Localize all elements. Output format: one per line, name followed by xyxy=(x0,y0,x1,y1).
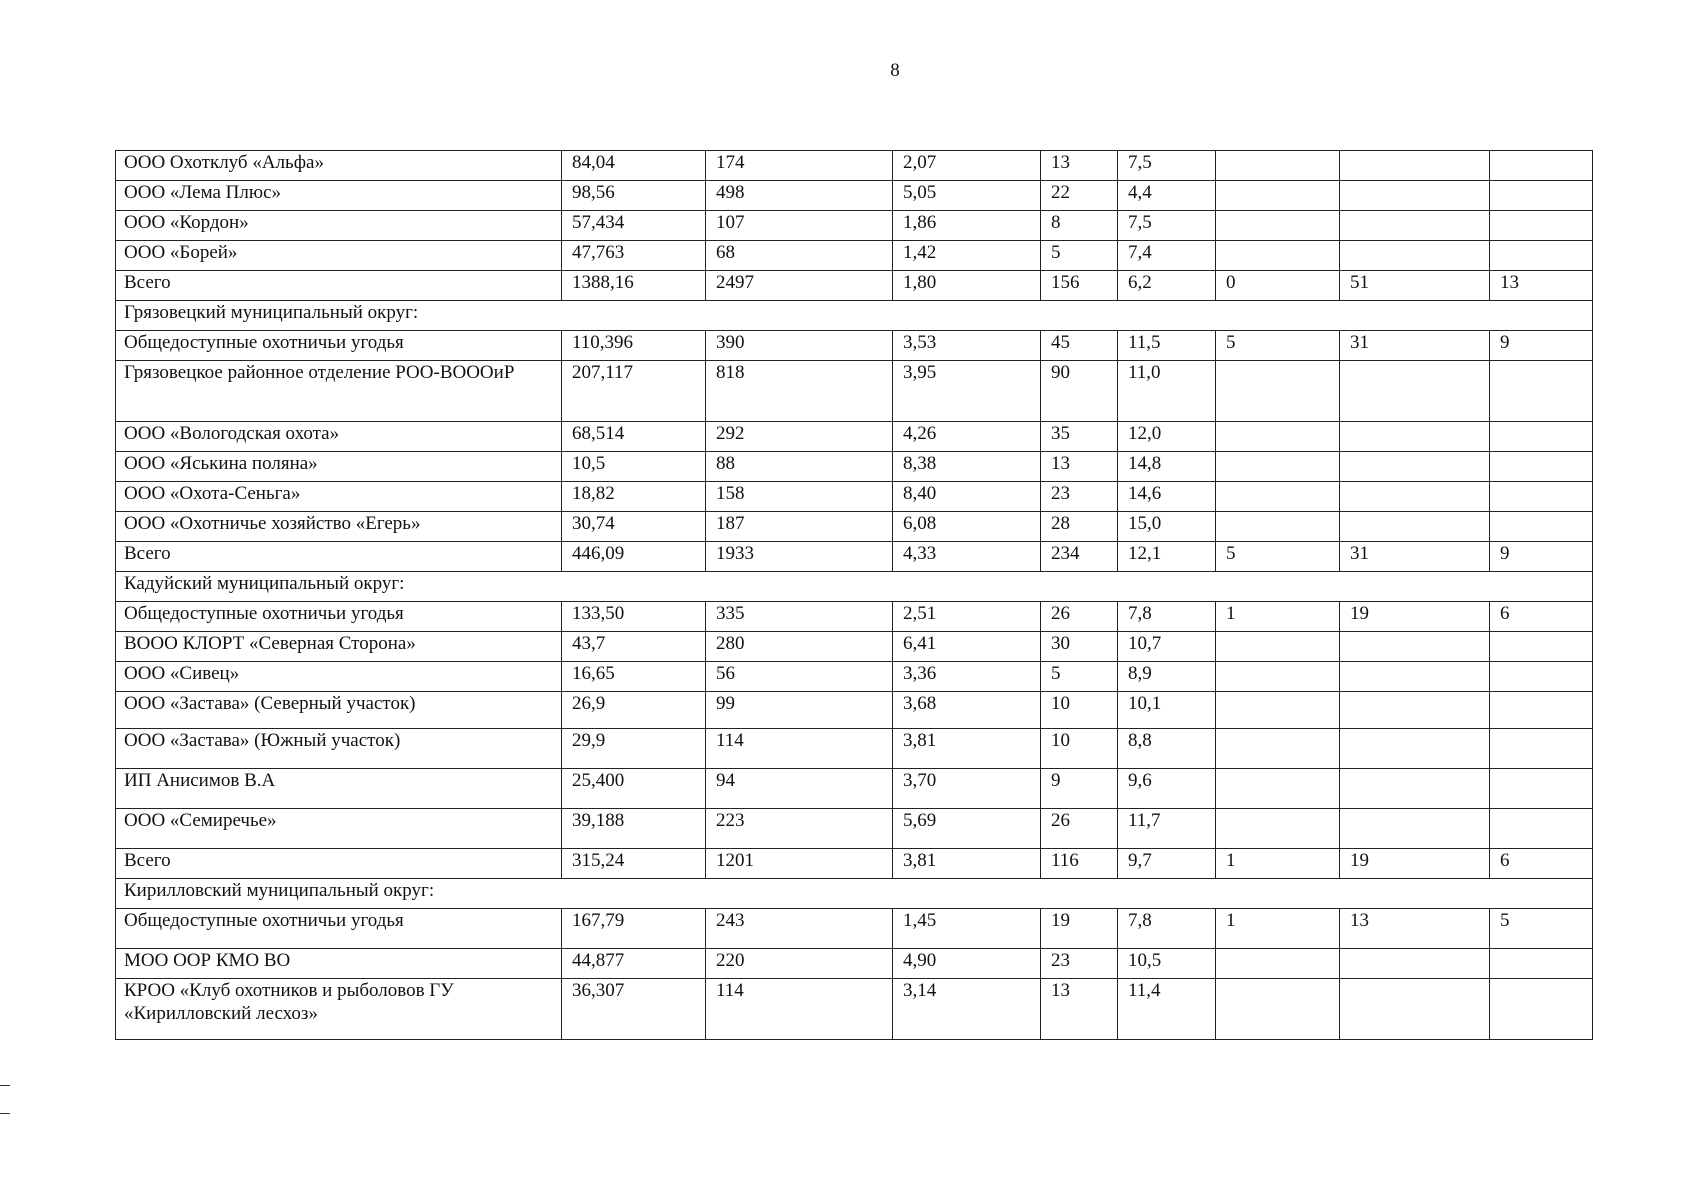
value-cell: 5 xyxy=(1490,909,1593,949)
organization-name-cell: ООО «Сивец» xyxy=(116,662,562,692)
value-cell: 3,14 xyxy=(893,979,1041,1040)
value-cell xyxy=(1340,361,1490,422)
value-cell: 10 xyxy=(1041,729,1118,769)
value-cell xyxy=(1340,512,1490,542)
value-cell: 1201 xyxy=(706,849,893,879)
value-cell xyxy=(1216,452,1340,482)
value-cell xyxy=(1340,452,1490,482)
value-cell: 45 xyxy=(1041,331,1118,361)
organization-name-cell: Всего xyxy=(116,849,562,879)
value-cell xyxy=(1216,809,1340,849)
value-cell: 11,0 xyxy=(1118,361,1216,422)
page-number: 8 xyxy=(890,60,900,81)
value-cell: 7,8 xyxy=(1118,602,1216,632)
value-cell xyxy=(1490,949,1593,979)
value-cell: 1,80 xyxy=(893,271,1041,301)
section-title: Кадуйский муниципальный округ: xyxy=(116,572,1593,602)
value-cell: 3,68 xyxy=(893,692,1041,729)
value-cell: 43,7 xyxy=(562,632,706,662)
value-cell xyxy=(1216,211,1340,241)
table-row xyxy=(116,949,1593,979)
value-cell: 8,9 xyxy=(1118,662,1216,692)
organization-name-cell: Общедоступные охотничьи угодья xyxy=(116,331,562,361)
section-header-row xyxy=(116,301,1593,331)
value-cell xyxy=(1216,151,1340,181)
value-cell: 99 xyxy=(706,692,893,729)
organization-name-cell: ООО «Яськина поляна» xyxy=(116,452,562,482)
value-cell: 3,53 xyxy=(893,331,1041,361)
value-cell: 818 xyxy=(706,361,893,422)
table-row xyxy=(116,542,1593,572)
table-row xyxy=(116,512,1593,542)
value-cell: 234 xyxy=(1041,542,1118,572)
value-cell: 2497 xyxy=(706,271,893,301)
value-cell: 12,1 xyxy=(1118,542,1216,572)
value-cell: 8,8 xyxy=(1118,729,1216,769)
value-cell xyxy=(1216,241,1340,271)
table-row xyxy=(116,602,1593,632)
value-cell xyxy=(1490,769,1593,809)
value-cell: 1,45 xyxy=(893,909,1041,949)
value-cell: 8,38 xyxy=(893,452,1041,482)
organization-name-cell: ВООО КЛОРТ «Северная Сторона» xyxy=(116,632,562,662)
value-cell xyxy=(1490,692,1593,729)
value-cell: 5 xyxy=(1216,542,1340,572)
value-cell: 98,56 xyxy=(562,181,706,211)
value-cell xyxy=(1340,809,1490,849)
margin-mark xyxy=(0,1113,10,1114)
value-cell: 1 xyxy=(1216,849,1340,879)
value-cell: 158 xyxy=(706,482,893,512)
value-cell: 94 xyxy=(706,769,893,809)
value-cell: 31 xyxy=(1340,542,1490,572)
value-cell: 10,5 xyxy=(1118,949,1216,979)
value-cell xyxy=(1216,482,1340,512)
value-cell: 114 xyxy=(706,729,893,769)
value-cell: 7,5 xyxy=(1118,151,1216,181)
value-cell xyxy=(1490,151,1593,181)
value-cell: 9 xyxy=(1041,769,1118,809)
value-cell: 12,0 xyxy=(1118,422,1216,452)
value-cell: 315,24 xyxy=(562,849,706,879)
organization-name-cell: ООО «Застава» (Северный участок) xyxy=(116,692,562,729)
value-cell xyxy=(1340,241,1490,271)
organization-name-cell: ООО Охотклуб «Альфа» xyxy=(116,151,562,181)
organization-name-cell: ООО «Охота-Сеньга» xyxy=(116,482,562,512)
table-row xyxy=(116,452,1593,482)
value-cell: 116 xyxy=(1041,849,1118,879)
value-cell: 167,79 xyxy=(562,909,706,949)
value-cell: 1 xyxy=(1216,909,1340,949)
value-cell: 29,9 xyxy=(562,729,706,769)
value-cell: 0 xyxy=(1216,271,1340,301)
value-cell: 10 xyxy=(1041,692,1118,729)
value-cell: 1388,16 xyxy=(562,271,706,301)
value-cell: 10,1 xyxy=(1118,692,1216,729)
table-row xyxy=(116,729,1593,769)
value-cell: 19 xyxy=(1340,602,1490,632)
value-cell xyxy=(1490,512,1593,542)
value-cell xyxy=(1490,482,1593,512)
table-body xyxy=(116,151,1593,1040)
value-cell: 8,40 xyxy=(893,482,1041,512)
value-cell: 13 xyxy=(1490,271,1593,301)
value-cell xyxy=(1490,361,1593,422)
section-header-row xyxy=(116,879,1593,909)
value-cell: 6 xyxy=(1490,602,1593,632)
value-cell: 1,42 xyxy=(893,241,1041,271)
table-row xyxy=(116,849,1593,879)
value-cell: 107 xyxy=(706,211,893,241)
value-cell: 36,307 xyxy=(562,979,706,1040)
value-cell: 4,26 xyxy=(893,422,1041,452)
value-cell: 9 xyxy=(1490,542,1593,572)
value-cell: 207,117 xyxy=(562,361,706,422)
value-cell: 23 xyxy=(1041,482,1118,512)
value-cell: 292 xyxy=(706,422,893,452)
value-cell: 243 xyxy=(706,909,893,949)
value-cell: 110,396 xyxy=(562,331,706,361)
table-row xyxy=(116,361,1593,422)
value-cell: 4,90 xyxy=(893,949,1041,979)
value-cell xyxy=(1340,151,1490,181)
value-cell: 84,04 xyxy=(562,151,706,181)
value-cell: 7,8 xyxy=(1118,909,1216,949)
organization-name-cell: ООО «Семиречье» xyxy=(116,809,562,849)
value-cell: 15,0 xyxy=(1118,512,1216,542)
value-cell: 2,07 xyxy=(893,151,1041,181)
value-cell: 6 xyxy=(1490,849,1593,879)
value-cell: 7,4 xyxy=(1118,241,1216,271)
value-cell: 5,69 xyxy=(893,809,1041,849)
value-cell: 390 xyxy=(706,331,893,361)
organization-name-cell: Всего xyxy=(116,271,562,301)
value-cell xyxy=(1216,361,1340,422)
value-cell: 5 xyxy=(1041,662,1118,692)
value-cell xyxy=(1216,949,1340,979)
value-cell xyxy=(1340,211,1490,241)
table-row xyxy=(116,151,1593,181)
value-cell xyxy=(1216,769,1340,809)
organization-name-cell: МОО ООР КМО ВО xyxy=(116,949,562,979)
value-cell: 30,74 xyxy=(562,512,706,542)
value-cell xyxy=(1340,482,1490,512)
value-cell: 47,763 xyxy=(562,241,706,271)
value-cell: 18,82 xyxy=(562,482,706,512)
value-cell xyxy=(1490,181,1593,211)
value-cell xyxy=(1216,692,1340,729)
table-row xyxy=(116,241,1593,271)
value-cell: 5 xyxy=(1041,241,1118,271)
value-cell xyxy=(1490,241,1593,271)
organization-name-cell: ООО «Борей» xyxy=(116,241,562,271)
value-cell: 7,5 xyxy=(1118,211,1216,241)
value-cell xyxy=(1340,729,1490,769)
value-cell: 39,188 xyxy=(562,809,706,849)
value-cell: 68,514 xyxy=(562,422,706,452)
value-cell xyxy=(1490,662,1593,692)
organization-name-cell: КРОО «Клуб охотников и рыболовов ГУ «Кирилловский лесхоз» xyxy=(116,979,562,1040)
value-cell: 90 xyxy=(1041,361,1118,422)
value-cell: 31 xyxy=(1340,331,1490,361)
value-cell: 6,2 xyxy=(1118,271,1216,301)
value-cell: 25,400 xyxy=(562,769,706,809)
value-cell: 68 xyxy=(706,241,893,271)
value-cell: 498 xyxy=(706,181,893,211)
value-cell: 5 xyxy=(1216,331,1340,361)
table-row xyxy=(116,331,1593,361)
value-cell xyxy=(1490,632,1593,662)
value-cell xyxy=(1340,422,1490,452)
value-cell: 1933 xyxy=(706,542,893,572)
value-cell xyxy=(1340,632,1490,662)
value-cell: 26,9 xyxy=(562,692,706,729)
value-cell xyxy=(1340,949,1490,979)
value-cell: 156 xyxy=(1041,271,1118,301)
value-cell: 187 xyxy=(706,512,893,542)
value-cell: 13 xyxy=(1340,909,1490,949)
value-cell: 44,877 xyxy=(562,949,706,979)
table-row xyxy=(116,211,1593,241)
value-cell: 16,65 xyxy=(562,662,706,692)
value-cell xyxy=(1216,979,1340,1040)
value-cell: 1,86 xyxy=(893,211,1041,241)
value-cell: 2,51 xyxy=(893,602,1041,632)
value-cell: 19 xyxy=(1340,849,1490,879)
value-cell: 10,7 xyxy=(1118,632,1216,662)
organization-name-cell: ООО «Вологодская охота» xyxy=(116,422,562,452)
hunting-grounds-table xyxy=(115,150,1593,1040)
value-cell: 56 xyxy=(706,662,893,692)
value-cell: 133,50 xyxy=(562,602,706,632)
value-cell xyxy=(1216,662,1340,692)
value-cell: 13 xyxy=(1041,151,1118,181)
value-cell xyxy=(1216,422,1340,452)
value-cell: 1 xyxy=(1216,602,1340,632)
value-cell: 13 xyxy=(1041,452,1118,482)
value-cell: 9 xyxy=(1490,331,1593,361)
value-cell xyxy=(1340,181,1490,211)
section-header-row xyxy=(116,572,1593,602)
value-cell: 30 xyxy=(1041,632,1118,662)
value-cell: 11,7 xyxy=(1118,809,1216,849)
value-cell xyxy=(1490,452,1593,482)
table-row xyxy=(116,662,1593,692)
value-cell: 13 xyxy=(1041,979,1118,1040)
value-cell xyxy=(1340,662,1490,692)
value-cell xyxy=(1216,632,1340,662)
value-cell: 88 xyxy=(706,452,893,482)
value-cell xyxy=(1216,512,1340,542)
value-cell: 22 xyxy=(1041,181,1118,211)
value-cell xyxy=(1490,211,1593,241)
organization-name-cell: Всего xyxy=(116,542,562,572)
value-cell: 14,6 xyxy=(1118,482,1216,512)
value-cell: 3,81 xyxy=(893,849,1041,879)
value-cell: 5,05 xyxy=(893,181,1041,211)
table-row xyxy=(116,271,1593,301)
value-cell: 9,6 xyxy=(1118,769,1216,809)
table-row xyxy=(116,909,1593,949)
value-cell xyxy=(1340,692,1490,729)
organization-name-cell: ООО «Застава» (Южный участок) xyxy=(116,729,562,769)
value-cell: 11,4 xyxy=(1118,979,1216,1040)
table-row xyxy=(116,181,1593,211)
value-cell: 6,41 xyxy=(893,632,1041,662)
organization-name-cell: ООО «Лема Плюс» xyxy=(116,181,562,211)
value-cell: 51 xyxy=(1340,271,1490,301)
section-title: Кирилловский муниципальный округ: xyxy=(116,879,1593,909)
value-cell xyxy=(1216,729,1340,769)
value-cell: 28 xyxy=(1041,512,1118,542)
value-cell: 114 xyxy=(706,979,893,1040)
value-cell xyxy=(1340,979,1490,1040)
value-cell: 6,08 xyxy=(893,512,1041,542)
table-row xyxy=(116,482,1593,512)
value-cell: 26 xyxy=(1041,602,1118,632)
value-cell xyxy=(1490,809,1593,849)
value-cell: 3,70 xyxy=(893,769,1041,809)
value-cell: 19 xyxy=(1041,909,1118,949)
value-cell: 280 xyxy=(706,632,893,662)
organization-name-cell: ООО «Охотничье хозяйство «Егерь» xyxy=(116,512,562,542)
organization-name-cell: Общедоступные охотничьи угодья xyxy=(116,909,562,949)
value-cell: 3,95 xyxy=(893,361,1041,422)
value-cell: 3,81 xyxy=(893,729,1041,769)
value-cell: 23 xyxy=(1041,949,1118,979)
value-cell: 223 xyxy=(706,809,893,849)
table-row xyxy=(116,692,1593,729)
table-row xyxy=(116,632,1593,662)
value-cell xyxy=(1490,422,1593,452)
value-cell: 26 xyxy=(1041,809,1118,849)
value-cell: 11,5 xyxy=(1118,331,1216,361)
value-cell: 335 xyxy=(706,602,893,632)
table-row xyxy=(116,769,1593,809)
value-cell: 8 xyxy=(1041,211,1118,241)
value-cell: 14,8 xyxy=(1118,452,1216,482)
margin-mark xyxy=(0,1085,10,1086)
table-row xyxy=(116,422,1593,452)
organization-name-cell: Грязовецкое районное отделение РОО-ВОООиР xyxy=(116,361,562,422)
value-cell: 220 xyxy=(706,949,893,979)
value-cell: 174 xyxy=(706,151,893,181)
value-cell: 57,434 xyxy=(562,211,706,241)
value-cell: 9,7 xyxy=(1118,849,1216,879)
value-cell: 4,33 xyxy=(893,542,1041,572)
value-cell xyxy=(1216,181,1340,211)
organization-name-cell: ООО «Кордон» xyxy=(116,211,562,241)
value-cell xyxy=(1490,729,1593,769)
table-row xyxy=(116,979,1593,1040)
value-cell: 3,36 xyxy=(893,662,1041,692)
section-title: Грязовецкий муниципальный округ: xyxy=(116,301,1593,331)
value-cell xyxy=(1490,979,1593,1040)
organization-name-cell: Общедоступные охотничьи угодья xyxy=(116,602,562,632)
table-row xyxy=(116,809,1593,849)
value-cell: 4,4 xyxy=(1118,181,1216,211)
organization-name-cell: ИП Анисимов В.А xyxy=(116,769,562,809)
value-cell: 446,09 xyxy=(562,542,706,572)
value-cell xyxy=(1340,769,1490,809)
value-cell: 10,5 xyxy=(562,452,706,482)
value-cell: 35 xyxy=(1041,422,1118,452)
